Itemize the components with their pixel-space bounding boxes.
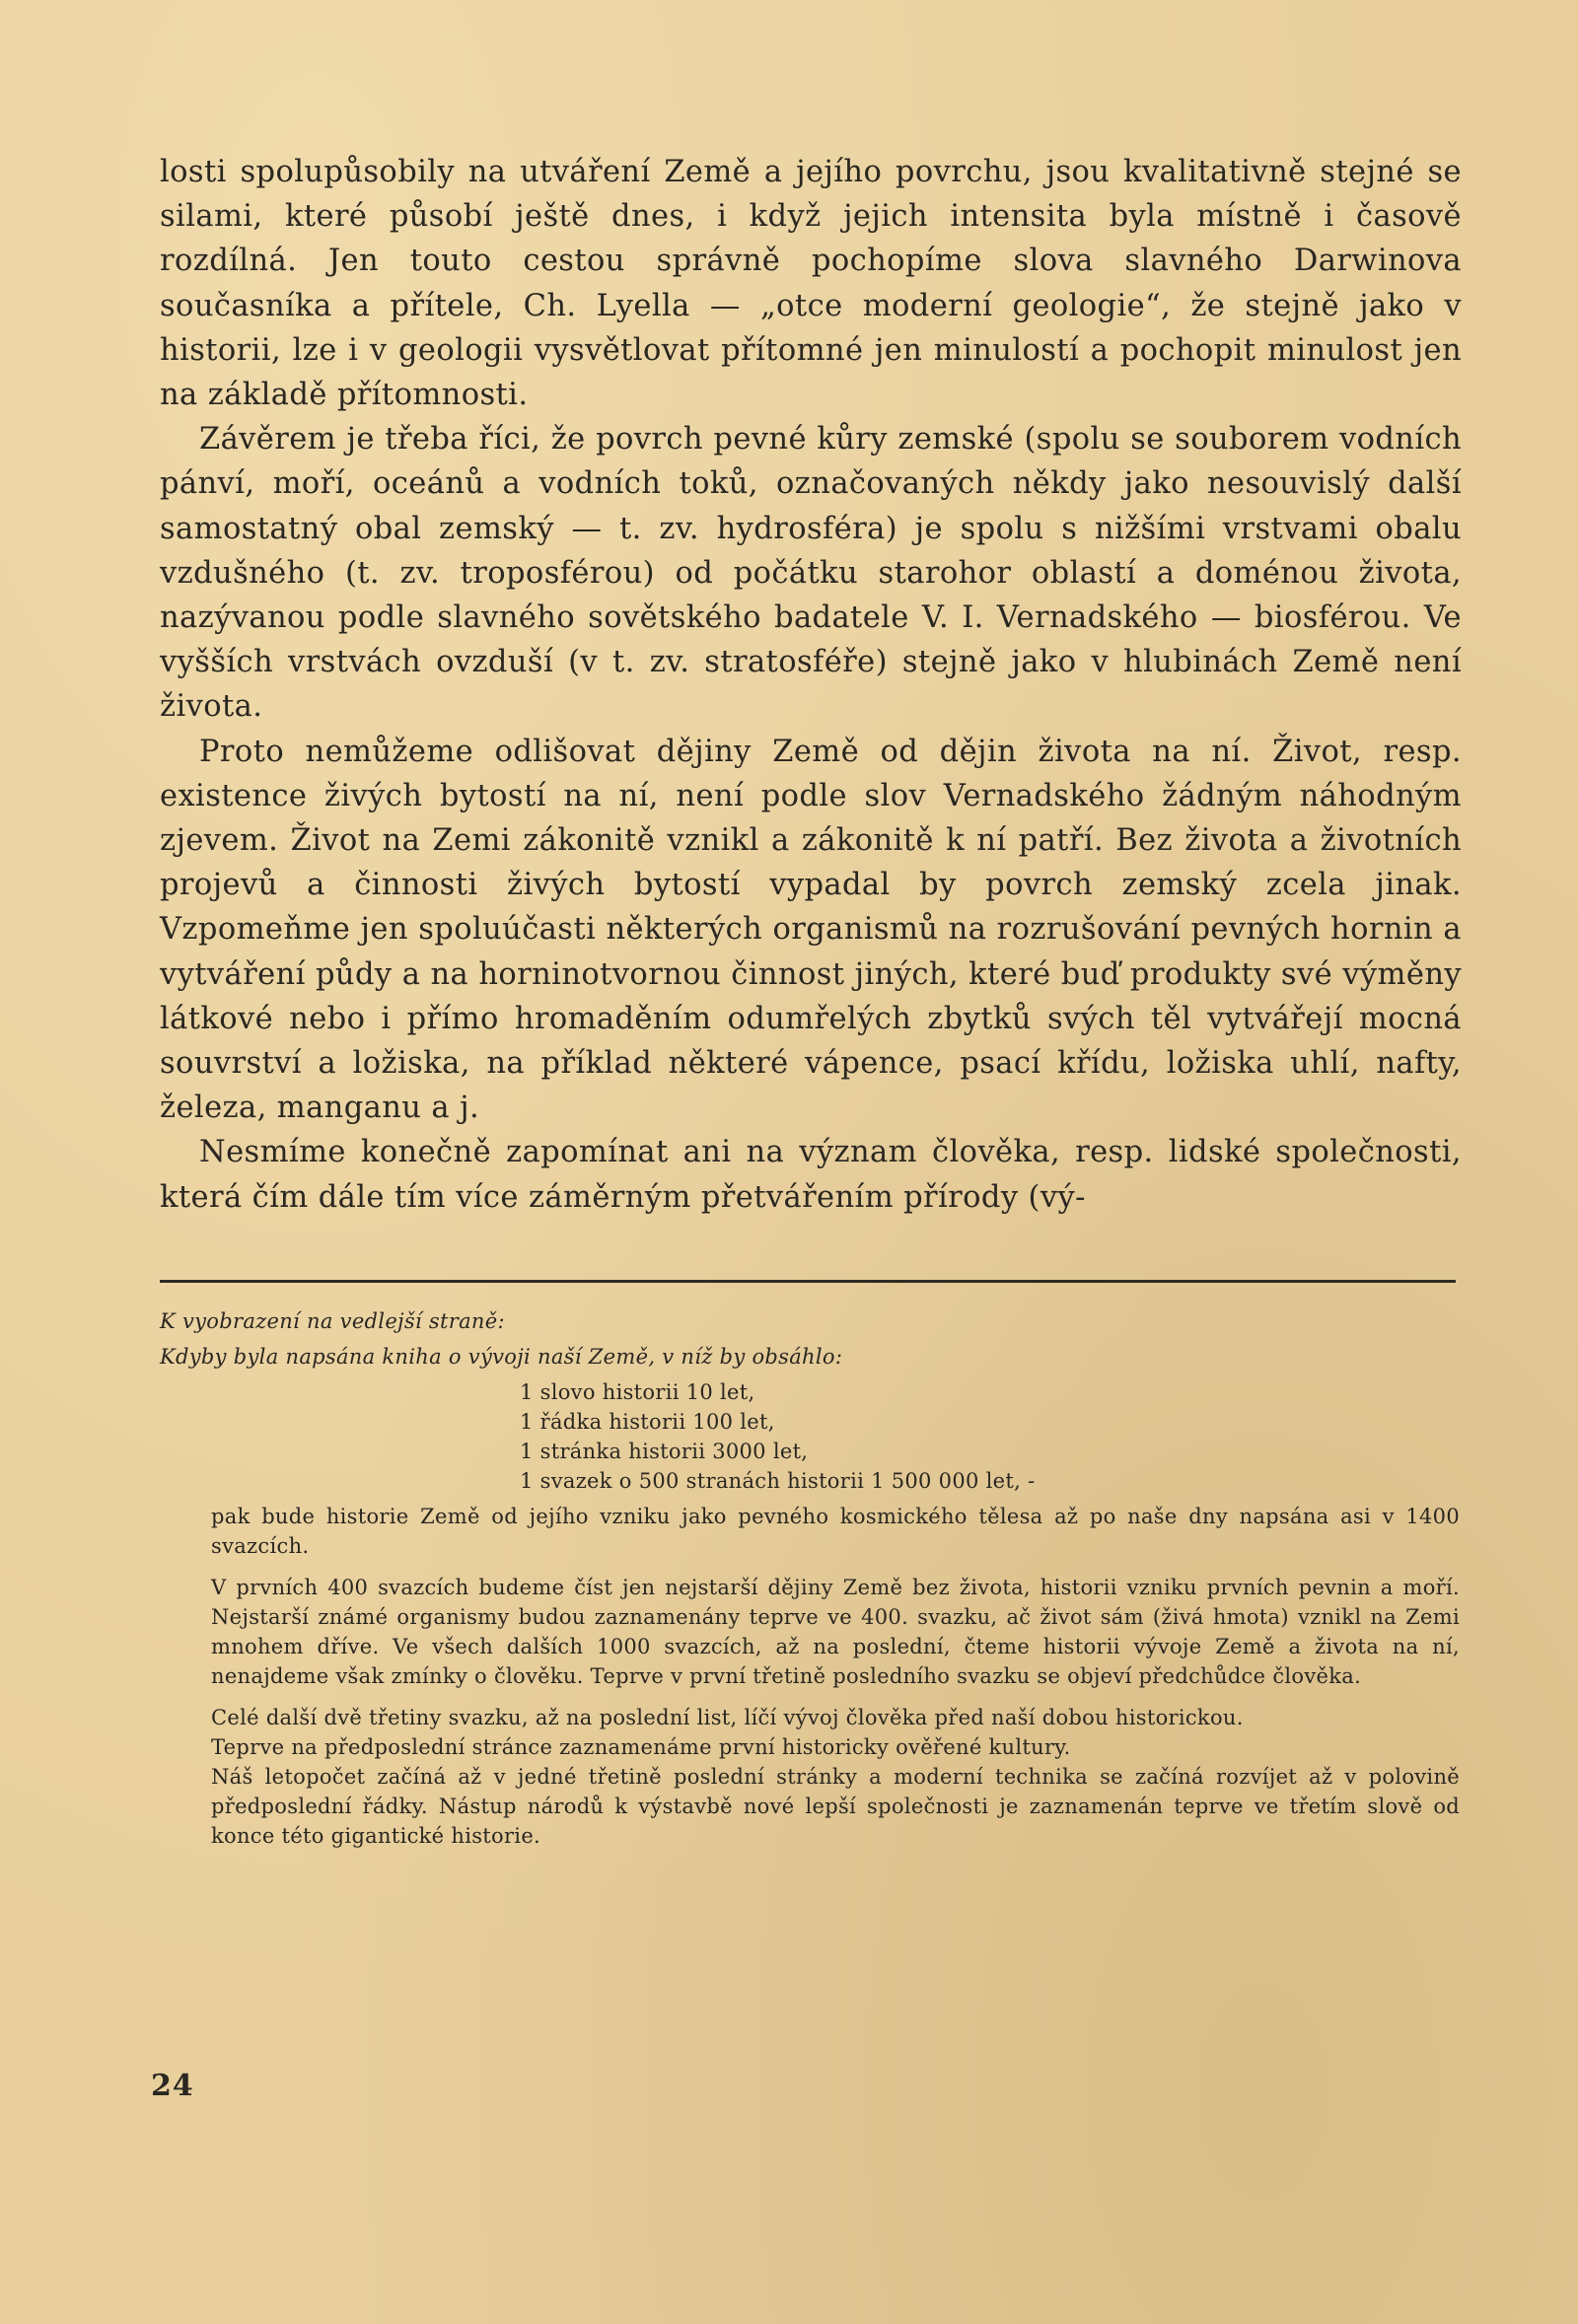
list-item: 1 svazek o 500 stranách historii 1 500 000 let, - <box>520 1469 1036 1493</box>
caption-heading: K vyobrazení na vedlejší straně: <box>160 1309 505 1333</box>
paragraph-1: losti spolupůsobily na utváření Země a jejího povrchu, jsou kvalitativně stejné se silami, které působí ještě dnes, i když jejich intensita byla místně i časově rozdílná. Jen touto cestou správně pochopíme slova slavného Darwinova současníka a přítele, Ch. Lyella — „otce moderní geologie“, že stejně jako v historii, lze i v geologii vysvětlovat přítomné jen minulostí a pochopit minulost jen na základě přítomnosti. <box>160 155 1462 413</box>
caption-intro: Kdyby byla napsána kniha o vývoji naší Země, v níž by obsáhlo: <box>160 1345 843 1369</box>
caption-paragraph: pak bude historie Země od jejího vzniku jako pevného kosmického tělesa až po naše dny napsána asi v 1400 svazcích. <box>211 1505 1460 1558</box>
paragraph-2: Závěrem je třeba říci, že povrch pevné kůry zemské (spolu se souborem vodních pánví, moří, oceánů a vodních toků, označovaných někdy jako nesouvislý další samostatný obal zemský — t. zv. hydrosféra) je spolu s nižšími vrstvami obalu vzdušného (t. zv. troposférou) od počátku starohor oblastí a doménou života, nazývanou podle slavného sovětského badatele V. I. Vernadského — biosférou. Ve vyšších vrstvách ovzduší (v t. zv. stratosféře) stejně jako v hlubinách Země není života. <box>160 422 1462 725</box>
horizontal-rule <box>160 1280 1456 1283</box>
caption-list <box>520 1377 1460 1496</box>
caption-paragraph: Teprve na předposlední stránce zaznamenáme první historicky ověřené kultury. <box>211 1735 1071 1759</box>
list-item: 1 stránka historii 3000 let, <box>520 1440 809 1463</box>
caption-paragraph: Celé další dvě třetiny svazku, až na poslední list, líčí vývoj člověka před naší dobou historickou. <box>211 1706 1244 1729</box>
figure-caption <box>160 1306 1460 1863</box>
caption-paragraph: Náš letopočet začíná až v jedné třetině poslední stránky a moderní technika se začíná rozvíjet až v polovině předposlední řádky. Nástup národů k výstavbě nové lepší společnosti je zaznamenán teprve ve třetím slově od konce této gigantické historie. <box>211 1765 1460 1848</box>
page-number: 24 <box>151 2069 194 2103</box>
main-text <box>160 150 1462 1220</box>
list-item: 1 slovo historii 10 let, <box>520 1380 755 1404</box>
list-item: 1 řádka historii 100 let, <box>520 1410 775 1434</box>
paragraph-3: Proto nemůžeme odlišovat dějiny Země od dějin života na ní. Život, resp. existence živých bytostí na ní, není podle slov Vernadského žádným náhodným zjevem. Život na Zemi zákonitě vznikl a zákonitě k ní patří. Bez života a životních projevů a činnosti živých bytostí vypadal by povrch zemský zcela jinak. Vzpomeňme jen spoluúčasti některých organismů na rozrušování pevných hornin a vytváření půdy a na horninotvornou činnost jiných, které buď produkty své výměny látkové nebo i přímo hromaděním odumřelých zbytků svých těl vytvářejí mocná souvrství a ložiska, na příklad některé vápence, psací křídu, ložiska uhlí, nafty, železa, manganu a j. <box>160 734 1462 1126</box>
paragraph-4: Nesmíme konečně zapomínat ani na význam člověka, resp. lidské společnosti, která čím dále tím více záměrným přetvářením přírody (vý- <box>160 1135 1462 1215</box>
caption-paragraph: V prvních 400 svazcích budeme číst jen nejstarší dějiny Země bez života, historii vzniku prvních pevnin a moří. Nejstarší známé organismy budou zaznamenány teprve ve 400. svazku, ač život sám (živá hmota) vznikl na Zemi mnohem dříve. Ve všech dalších 1000 svazcích, až na poslední, čteme historii vývoje Země a života na ní, nenajdeme však zmínky o člověku. Teprve v první třetině posledního svazku se objeví předchůdce člověka. <box>211 1576 1460 1688</box>
